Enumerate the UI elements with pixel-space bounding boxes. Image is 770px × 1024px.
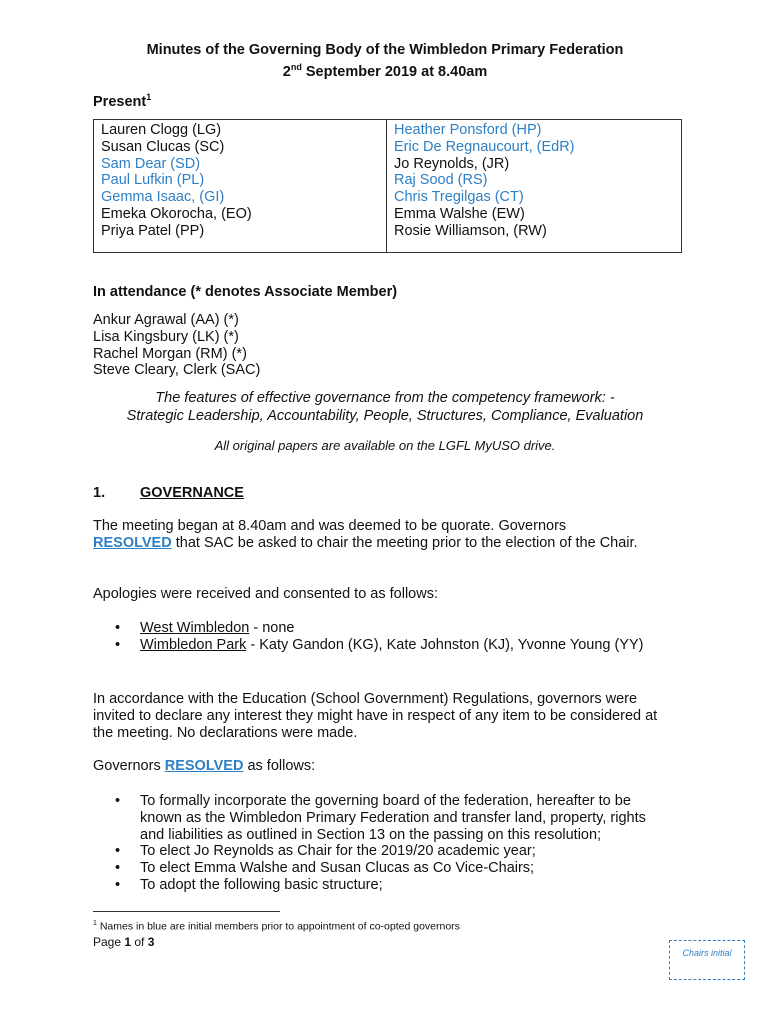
apologies-intro: Apologies were received and consented to as follows: bbox=[93, 586, 438, 602]
opening-paragraph: The meeting began at 8.40am and was deemed to be quorate. Governors RESOLVED that SAC be asked to chair the meeting prior to the election of the Chair. bbox=[93, 518, 638, 551]
attendance-list bbox=[93, 312, 260, 379]
member-name: Emeka Okorocha, (EO) bbox=[101, 205, 252, 222]
member-name: Priya Patel (PP) bbox=[101, 222, 205, 239]
interest-paragraph: In accordance with the Education (School Government) Regulations, governors were invited to declare any interest they might have in respect of any item to be considered at the meeting. No declarations were made. bbox=[93, 691, 658, 741]
title-line-2: 2nd September 2019 at 8.40am bbox=[282, 62, 488, 80]
present-heading: Present$^1$ bbox=[93, 92, 152, 110]
member-name: Sam Dear (SD) bbox=[101, 155, 201, 172]
member-name: Rosie Williamson, (RW) bbox=[394, 222, 547, 239]
attendee: Rachel Morgan (RM) (*) bbox=[93, 345, 247, 362]
present-column-1 bbox=[94, 120, 387, 253]
list-item: • To elect Emma Walshe and Susan Clucas as Co Vice-Chairs; bbox=[115, 860, 535, 877]
list-item: • To elect Jo Reynolds as Chair for the 2019/20 academic year; bbox=[115, 843, 536, 860]
present-table bbox=[93, 119, 682, 253]
attendee: Ankur Agrawal (AA) (*) bbox=[93, 312, 239, 328]
footnote: $^1$ Names in blue are initial members prior to appointment of co-opted governors bbox=[93, 920, 460, 933]
member-name: Jo Reynolds, (JR) bbox=[394, 155, 510, 172]
resolutions-list bbox=[93, 793, 673, 894]
member-name: Chris Tregilgas (CT) bbox=[394, 189, 524, 206]
member-name: Heather Ponsford (HP) bbox=[394, 122, 542, 138]
list-item: • Wimbledon Park - Katy Gandon (KG), Kate Johnston (KJ), Yvonne Young (YY) bbox=[115, 636, 644, 653]
chairs-initial-box: Chairs initial bbox=[669, 940, 745, 980]
resolved-keyword: RESOLVED bbox=[164, 758, 244, 774]
member-name: Raj Sood (RS) bbox=[394, 172, 488, 189]
list-item: • To formally incorporate the governing board of the federation, hereafter to be known as the Wimbledon Primary Federation and transfer land, property, rights and liabilities as outlined in Section 13 on the passing on this resolution; bbox=[115, 793, 646, 843]
document-title bbox=[0, 42, 770, 81]
member-name: Susan Clucas (SC) bbox=[101, 138, 225, 155]
member-name: Lauren Clogg (LG) bbox=[101, 122, 222, 138]
page-number: Page 1 of 3 bbox=[93, 935, 155, 949]
member-name: Emma Walshe (EW) bbox=[394, 205, 525, 222]
list-item: • To adopt the following basic structure; bbox=[115, 876, 383, 893]
attendee: Steve Cleary, Clerk (SAC) bbox=[93, 362, 261, 379]
section-number: 1. bbox=[93, 485, 106, 501]
list-item: • West Wimbledon - none bbox=[115, 620, 295, 636]
competency-framework-note: The features of effective governance from the competency framework: - Strategic Leadership, Accountability, People, Structures, Compliance, Evaluation bbox=[126, 390, 644, 424]
member-name: Eric De Regnaucourt, (EdR) bbox=[394, 138, 575, 155]
resolved-keyword: RESOLVED bbox=[93, 535, 172, 551]
attendee: Lisa Kingsbury (LK) (*) bbox=[93, 328, 239, 345]
apologies-list bbox=[93, 620, 673, 654]
title-line-1: Minutes of the Governing Body of the Wimbledon Primary Federation bbox=[146, 42, 624, 58]
section-title: GOVERNANCE bbox=[140, 485, 244, 501]
member-name: Gemma Isaac, (GI) bbox=[101, 189, 225, 206]
resolved-paragraph: Governors RESOLVED as follows: bbox=[93, 758, 316, 774]
member-name: Paul Lufkin (PL) bbox=[101, 172, 205, 189]
attendance-heading: In attendance (* denotes Associate Member) bbox=[93, 284, 398, 300]
present-column-2 bbox=[387, 120, 682, 253]
footnote-divider bbox=[93, 911, 280, 912]
papers-note: All original papers are available on the LGFL MyUSO drive. bbox=[214, 438, 556, 453]
